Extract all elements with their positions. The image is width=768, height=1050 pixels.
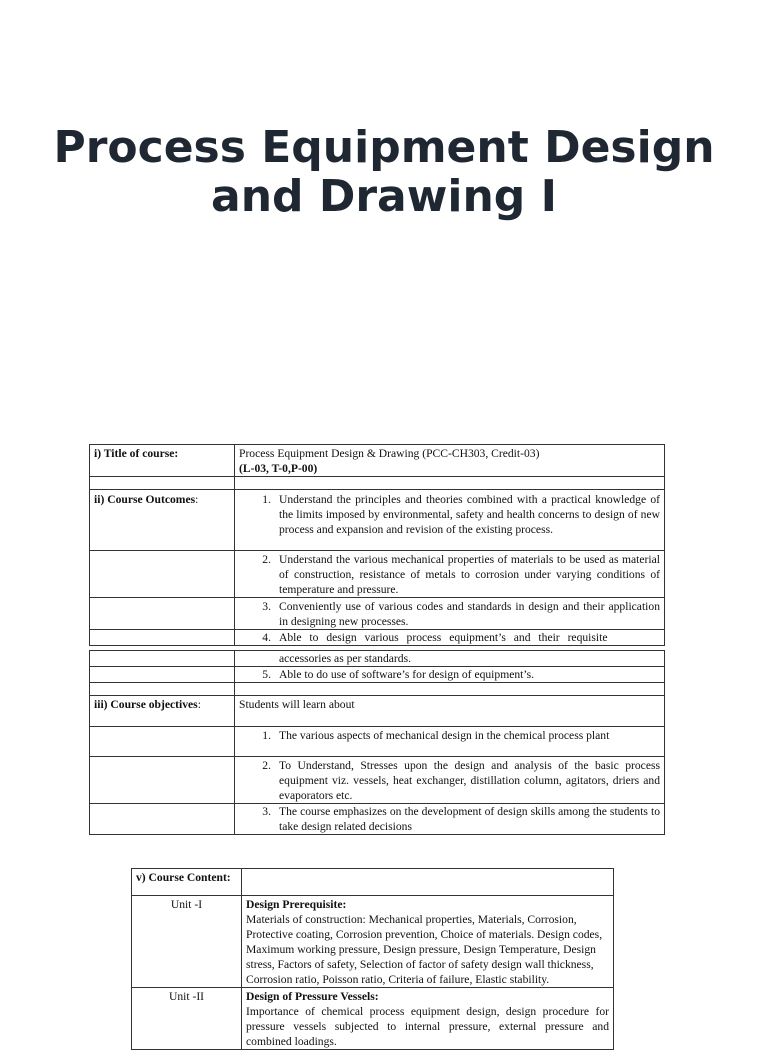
spacer-cell bbox=[90, 683, 235, 696]
unit-2-content bbox=[242, 988, 614, 1050]
outcome-text: Able to design various process equipment’s and their requisite bbox=[279, 631, 608, 644]
outcome-text: Able to do use of software’s for design of equipment’s. bbox=[279, 668, 535, 681]
empty-cell bbox=[90, 727, 235, 757]
course-title-text: Process Equipment Design & Drawing (PCC-CH303, Credit-03) bbox=[239, 447, 540, 460]
spacer-cell bbox=[235, 683, 665, 696]
unit-1-heading: Design Prerequisite: bbox=[246, 898, 347, 911]
outcome-number: 4. bbox=[262, 631, 271, 644]
course-credit-text: (L-03, T-0,P-00) bbox=[239, 462, 318, 475]
outcome-number: 3. bbox=[262, 600, 271, 613]
outcome-item-2 bbox=[235, 551, 665, 598]
outcome-item-4-continued: accessories as per standards. bbox=[235, 651, 665, 667]
outcome-number: 5. bbox=[262, 668, 271, 681]
outcome-item-5 bbox=[235, 667, 665, 683]
course-objectives-label: iii) Course objectives: bbox=[90, 696, 235, 727]
slide-title-line1: Process Equipment Design bbox=[53, 122, 715, 173]
course-content-label: v) Course Content: bbox=[132, 869, 242, 896]
unit-2-label: Unit -II bbox=[132, 988, 242, 1050]
objective-number: 3. bbox=[262, 805, 271, 818]
unit-2-text: Importance of chemical process equipment design, design procedure for pressure vessels subjected to internal pressure, external pressure and combined loadings. bbox=[246, 1005, 609, 1048]
outcome-text: Understand the principles and theories combined with a practical knowledge of the limits imposed by environmental, safety and health concerns to design of new process and expansion and revision of the existing process. bbox=[279, 493, 660, 536]
outcome-text: Understand the various mechanical properties of materials to be used as material of construction, resistance of metals to corrosion under varying conditions of temperature and pressure. bbox=[279, 553, 660, 596]
empty-cell bbox=[90, 551, 235, 598]
objective-text: The various aspects of mechanical design in the chemical process plant bbox=[279, 729, 610, 742]
objective-number: 2. bbox=[262, 759, 271, 772]
unit-1-label: Unit -I bbox=[132, 896, 242, 988]
course-objectives-table bbox=[89, 650, 665, 835]
outcome-number: 1. bbox=[262, 493, 271, 506]
objective-item-3 bbox=[235, 804, 665, 835]
outcome-item-1 bbox=[235, 490, 665, 551]
spacer-cell bbox=[90, 477, 235, 490]
objective-item-1 bbox=[235, 727, 665, 757]
unit-1-text: Materials of construction: Mechanical properties, Materials, Corrosion, Protective coating, Corrosion prevention, Choice of materials. Design codes, Maximum working pressure, Design pressure, Design Temperature, Design stress, Factors of safety, Selection of factor of safety design wall thickness, Corrosion ratio, Poisson ratio, Criteria of failure, Elastic stability. bbox=[246, 913, 603, 986]
empty-cell bbox=[90, 630, 235, 646]
empty-cell bbox=[242, 869, 614, 896]
objective-text: The course emphasizes on the development of design skills among the students to take design related decisions bbox=[279, 805, 660, 833]
course-content-table bbox=[131, 868, 614, 1050]
title-of-course-value bbox=[235, 445, 665, 477]
objective-item-2 bbox=[235, 757, 665, 804]
empty-cell bbox=[90, 598, 235, 630]
slide-title-line2: and Drawing I bbox=[211, 171, 557, 222]
objectives-intro: Students will learn about bbox=[235, 696, 665, 727]
objective-text: To Understand, Stresses upon the design and analysis of the basic process equipment viz. vessels, heat exchanger, distillation column, agitators, driers and evaporators etc. bbox=[279, 759, 660, 802]
course-outcomes-label: ii) Course Outcomes: bbox=[90, 490, 235, 551]
outcome-number: 2. bbox=[262, 553, 271, 566]
spacer-cell bbox=[235, 477, 665, 490]
slide-title bbox=[0, 123, 768, 221]
outcome-item-4 bbox=[235, 630, 665, 646]
empty-cell bbox=[90, 651, 235, 667]
empty-cell bbox=[90, 667, 235, 683]
outcome-item-3 bbox=[235, 598, 665, 630]
empty-cell bbox=[90, 804, 235, 835]
unit-1-content bbox=[242, 896, 614, 988]
course-info-table bbox=[89, 444, 665, 646]
title-of-course-label: i) Title of course: bbox=[90, 445, 235, 477]
unit-2-heading: Design of Pressure Vessels: bbox=[246, 990, 379, 1003]
empty-cell bbox=[90, 757, 235, 804]
outcome-text: Conveniently use of various codes and standards in design and their application in designing new processes. bbox=[279, 600, 660, 628]
objective-number: 1. bbox=[262, 729, 271, 742]
